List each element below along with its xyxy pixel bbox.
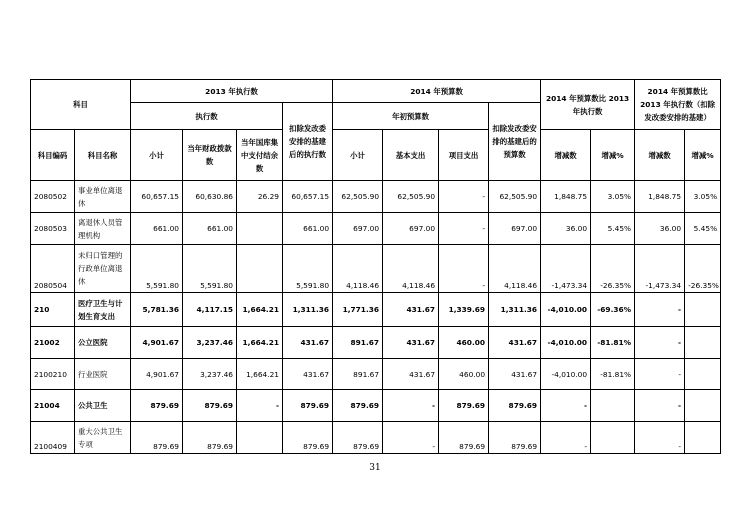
central-treasury-header: 当年国库集中支付结余数 xyxy=(237,130,283,181)
cell-value: 879.69 xyxy=(439,422,489,454)
cell-value: 5.45% xyxy=(685,213,721,245)
cell-value: 879.69 xyxy=(333,390,383,422)
increase-header-2: 增减数 xyxy=(635,130,685,181)
cell-value: 879.69 xyxy=(131,390,183,422)
cell-value: 431.67 xyxy=(489,327,541,359)
cell-value: 5,781.36 xyxy=(131,293,183,327)
cell-value: - xyxy=(439,181,489,213)
cell-value: 4,901.67 xyxy=(131,359,183,390)
cell-value: 879.69 xyxy=(183,390,237,422)
initial-budget-header: 年初预算数 xyxy=(333,103,489,130)
cell-value xyxy=(237,422,283,454)
cell-value: 62,505.90 xyxy=(383,181,439,213)
cell-value: - xyxy=(541,422,591,454)
exec-num-header: 执行数 xyxy=(131,103,283,130)
cell-value: 431.67 xyxy=(383,293,439,327)
cell-value: -69.36% xyxy=(591,293,635,327)
cell-value: -26.35% xyxy=(591,245,635,293)
exec2013-header: 2013 年执行数 xyxy=(131,80,333,103)
cell-value: 879.69 xyxy=(283,390,333,422)
row-code: 2100210 xyxy=(31,359,75,390)
table-row xyxy=(31,293,721,327)
cell-value xyxy=(591,422,635,454)
cell-value: 891.67 xyxy=(333,327,383,359)
cell-value: 1,664.21 xyxy=(237,359,283,390)
compare-exec-excl-header: 2014 年预算数比 2013 年执行数（扣除发改委安排的基建） xyxy=(635,80,721,130)
basic-exp-header: 基本支出 xyxy=(383,130,439,181)
cell-value: 5.45% xyxy=(591,213,635,245)
row-name: 公共卫生 xyxy=(75,390,131,422)
table-row xyxy=(31,359,721,390)
cell-value xyxy=(685,293,721,327)
row-name: 公立医院 xyxy=(75,327,131,359)
cell-value: 460.00 xyxy=(439,359,489,390)
cell-value: 4,118.46 xyxy=(383,245,439,293)
cell-value: - xyxy=(635,327,685,359)
cell-value: 3.05% xyxy=(685,181,721,213)
cell-value: 879.69 xyxy=(131,422,183,454)
cell-value xyxy=(685,390,721,422)
cell-value: 697.00 xyxy=(383,213,439,245)
cell-value: 891.67 xyxy=(333,359,383,390)
cell-value: 661.00 xyxy=(131,213,183,245)
code-header: 科目编码 xyxy=(31,130,75,181)
cell-value xyxy=(237,213,283,245)
cell-value: 1,848.75 xyxy=(635,181,685,213)
cell-value: 36.00 xyxy=(541,213,591,245)
cell-value: 879.69 xyxy=(183,422,237,454)
header-row-1 xyxy=(31,80,721,103)
cell-value: 1,311.36 xyxy=(489,293,541,327)
cell-value: 4,901.67 xyxy=(131,327,183,359)
excl-exec-header: 扣除发改委安排的基建后的执行数 xyxy=(283,103,333,181)
row-name: 医疗卫生与计划生育支出 xyxy=(75,293,131,327)
row-code: 2080502 xyxy=(31,181,75,213)
budget2014-header: 2014 年预算数 xyxy=(333,80,541,103)
cell-value xyxy=(685,327,721,359)
row-code: 2080504 xyxy=(31,245,75,293)
cell-value: 60,657.15 xyxy=(131,181,183,213)
cell-value: 697.00 xyxy=(489,213,541,245)
cell-value: -4,010.00 xyxy=(541,359,591,390)
cell-value: 1,664.21 xyxy=(237,327,283,359)
cell-value: - xyxy=(635,359,685,390)
cell-value: 1,339.69 xyxy=(439,293,489,327)
cell-value: - xyxy=(541,390,591,422)
cell-value: 62,505.90 xyxy=(489,181,541,213)
cell-value: 431.67 xyxy=(283,327,333,359)
cell-value: 5,591.80 xyxy=(183,245,237,293)
cell-value: 60,630.86 xyxy=(183,181,237,213)
project-exp-header: 项目支出 xyxy=(439,130,489,181)
cell-value: 661.00 xyxy=(283,213,333,245)
cell-value xyxy=(591,390,635,422)
row-name: 离退休人员管理机构 xyxy=(75,213,131,245)
cell-value: 879.69 xyxy=(489,390,541,422)
row-code: 210 xyxy=(31,293,75,327)
cell-value: 60,657.15 xyxy=(283,181,333,213)
cell-value: 460.00 xyxy=(439,327,489,359)
row-code: 21004 xyxy=(31,390,75,422)
compare-budget-exec-header: 2014 年预算数比 2013 年执行数 xyxy=(541,80,635,130)
cell-value: 431.67 xyxy=(383,359,439,390)
cell-value: -81.81% xyxy=(591,359,635,390)
subtotal-header: 小计 xyxy=(131,130,183,181)
cell-value: - xyxy=(383,422,439,454)
cell-value xyxy=(685,422,721,454)
budget-table xyxy=(30,79,721,454)
cell-value: 1,664.21 xyxy=(237,293,283,327)
header-row-3 xyxy=(31,130,721,181)
cell-value: - xyxy=(439,245,489,293)
cell-value: 879.69 xyxy=(333,422,383,454)
page-number: 31 xyxy=(369,463,381,473)
cell-value: 62,505.90 xyxy=(333,181,383,213)
cell-value: 4,117.15 xyxy=(183,293,237,327)
table-row xyxy=(31,181,721,213)
cell-value: 431.67 xyxy=(383,327,439,359)
cell-value: 4,118.46 xyxy=(333,245,383,293)
cell-value xyxy=(237,245,283,293)
cell-value: 1,771.36 xyxy=(333,293,383,327)
cell-value: 3,237.46 xyxy=(183,359,237,390)
row-name: 事业单位离退休 xyxy=(75,181,131,213)
cell-value: 879.69 xyxy=(439,390,489,422)
row-name: 行业医院 xyxy=(75,359,131,390)
cell-value: -26.35% xyxy=(685,245,721,293)
cell-value: 5,591.80 xyxy=(283,245,333,293)
cell-value xyxy=(685,359,721,390)
cell-value: -81.81% xyxy=(591,327,635,359)
cell-value: -1,473.34 xyxy=(541,245,591,293)
cell-value: - xyxy=(635,422,685,454)
cell-value: 3,237.46 xyxy=(183,327,237,359)
cell-value: 879.69 xyxy=(283,422,333,454)
table-row xyxy=(31,422,721,454)
cell-value: - xyxy=(237,390,283,422)
increase-header: 增减数 xyxy=(541,130,591,181)
cell-value: 1,848.75 xyxy=(541,181,591,213)
excl-budget-header: 扣除发改委安排的基建后的预算数 xyxy=(489,103,541,181)
subtotal-header-2014: 小计 xyxy=(333,130,383,181)
cell-value: 26.29 xyxy=(237,181,283,213)
cell-value: 879.69 xyxy=(489,422,541,454)
cell-value: - xyxy=(439,213,489,245)
increase-pct-header: 增减% xyxy=(591,130,635,181)
cell-value: 661.00 xyxy=(183,213,237,245)
cell-value: 36.00 xyxy=(635,213,685,245)
cell-value: 431.67 xyxy=(283,359,333,390)
cell-value: -4,010.00 xyxy=(541,327,591,359)
fiscal-alloc-header: 当年财政拨款数 xyxy=(183,130,237,181)
table-row xyxy=(31,390,721,422)
cell-value: 3.05% xyxy=(591,181,635,213)
table-row xyxy=(31,245,721,293)
cell-value: 697.00 xyxy=(333,213,383,245)
table-row xyxy=(31,213,721,245)
cell-value: -1,473.34 xyxy=(635,245,685,293)
table-row xyxy=(31,327,721,359)
row-code: 2100409 xyxy=(31,422,75,454)
increase-pct-header-2: 增减% xyxy=(685,130,721,181)
subject-header: 科目 xyxy=(31,80,131,130)
cell-value: -4,010.00 xyxy=(541,293,591,327)
cell-value: 4,118.46 xyxy=(489,245,541,293)
cell-value: - xyxy=(383,390,439,422)
row-name: 未归口管理的行政单位离退休 xyxy=(75,245,131,293)
cell-value: 431.67 xyxy=(489,359,541,390)
row-code: 21002 xyxy=(31,327,75,359)
cell-value: 5,591.80 xyxy=(131,245,183,293)
row-name: 重大公共卫生专项 xyxy=(75,422,131,454)
item-name-header: 科目名称 xyxy=(75,130,131,181)
cell-value: - xyxy=(635,293,685,327)
cell-value: 1,311.36 xyxy=(283,293,333,327)
cell-value: - xyxy=(635,390,685,422)
row-code: 2080503 xyxy=(31,213,75,245)
